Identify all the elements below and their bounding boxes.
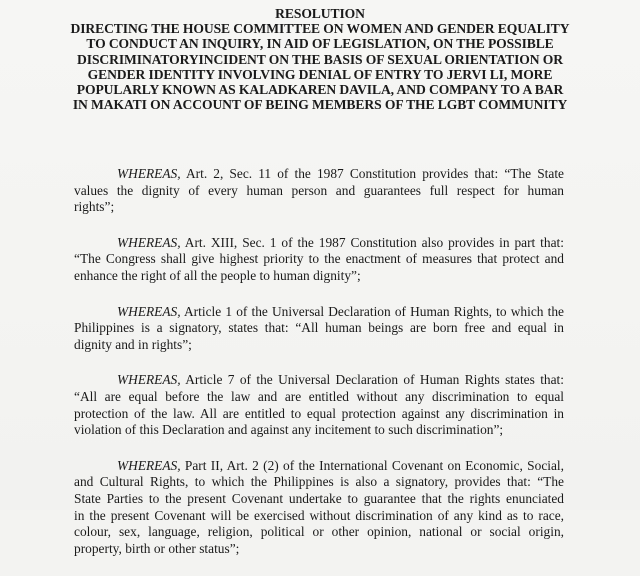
- whereas-lead: WHEREAS,: [117, 303, 181, 319]
- whereas-clause: [74, 235, 564, 285]
- clause-line: [74, 372, 564, 389]
- clause-text: Art. 2, Sec. 11 of the 1987 Constitution provides that: “The State: [180, 166, 564, 181]
- title-line: DIRECTING THE HOUSE COMMITTEE ON WOMEN AND GENDER EQUALITY: [70, 21, 570, 37]
- clause-line: protection of the law. All are entitled to equal protection against any discrimination in: [74, 405, 564, 421]
- clause-line: [74, 304, 564, 321]
- clause-text: Art. XIII, Sec. 1 of the 1987 Constitution also provides in part that:: [180, 234, 564, 250]
- clause-line: values the dignity of every human person and guarantees full respect for human: [74, 182, 564, 198]
- whereas-lead: WHEREAS,: [117, 372, 181, 388]
- clause-line: [74, 166, 564, 183]
- clause-line: [74, 458, 564, 475]
- clause-line: in the present Covenant will be exercised without discrimination of any kind as to race,: [74, 507, 564, 523]
- clause-line: enhance the right of all the people to human dignity”;: [74, 267, 361, 283]
- title-line: IN MAKATI ON ACCOUNT OF BEING MEMBERS OF THE LGBT COMMUNITY: [72, 97, 568, 113]
- whereas-clause: [74, 304, 564, 354]
- clause-line: [74, 235, 564, 252]
- clause-line: property, birth or other status”;: [74, 540, 240, 556]
- whereas-clause: [74, 166, 564, 216]
- clause-line: “All are equal before the law and are entitled without any discrimination to equal: [74, 388, 564, 404]
- title-line: TO CONDUCT AN INQUIRY, IN AID OF LEGISLATION, ON THE POSSIBLE: [86, 36, 554, 52]
- clause-line: Philippines is a signatory, states that: “All human beings are born free and equal in: [74, 320, 564, 336]
- clause-text: Part II, Art. 2 (2) of the International Covenant on Economic, Social,: [180, 457, 564, 473]
- title-line: DISCRIMINATORYINCIDENT ON THE BASIS OF SEXUAL ORIENTATION OR: [77, 51, 563, 67]
- resolution-heading: RESOLUTION: [275, 6, 365, 21]
- clause-line: “The Congress shall give highest priority to the enactment of measures that protect and: [74, 251, 564, 267]
- resolution-body: [74, 166, 564, 576]
- whereas-clause: [74, 458, 564, 558]
- clause-line: dignity and in rights”;: [74, 336, 192, 352]
- clause-line: State Parties to the present Covenant undertake to guarantee that the rights enunciated: [74, 490, 564, 506]
- title-line: GENDER IDENTITY INVOLVING DENIAL OF ENTRY TO JERVI LI, MORE: [87, 66, 553, 82]
- clause-line: violation of this Declaration and against any incitement to such discrimination”;: [74, 422, 504, 438]
- clause-line: and Cultural Rights, to which the Philippines is also a signatory, provides that: “The: [74, 474, 564, 490]
- whereas-lead: WHEREAS,: [117, 166, 181, 181]
- whereas-lead: WHEREAS,: [117, 234, 181, 250]
- clause-line: colour, sex, language, religion, political or other opinion, national or social origin,: [74, 524, 564, 540]
- clause-line: rights”;: [74, 199, 115, 215]
- whereas-clause: [74, 372, 564, 438]
- title-line: POPULARLY KNOWN AS KALADKAREN DAVILA, AND COMPANY TO A BAR: [76, 82, 564, 98]
- clause-text: Article 7 of the Universal Declaration of Human Rights states that:: [180, 372, 564, 388]
- whereas-lead: WHEREAS,: [117, 457, 181, 473]
- resolution-title-block: [60, 6, 580, 112]
- clause-text: Article 1 of the Universal Declaration of Human Rights, to which the: [180, 303, 564, 319]
